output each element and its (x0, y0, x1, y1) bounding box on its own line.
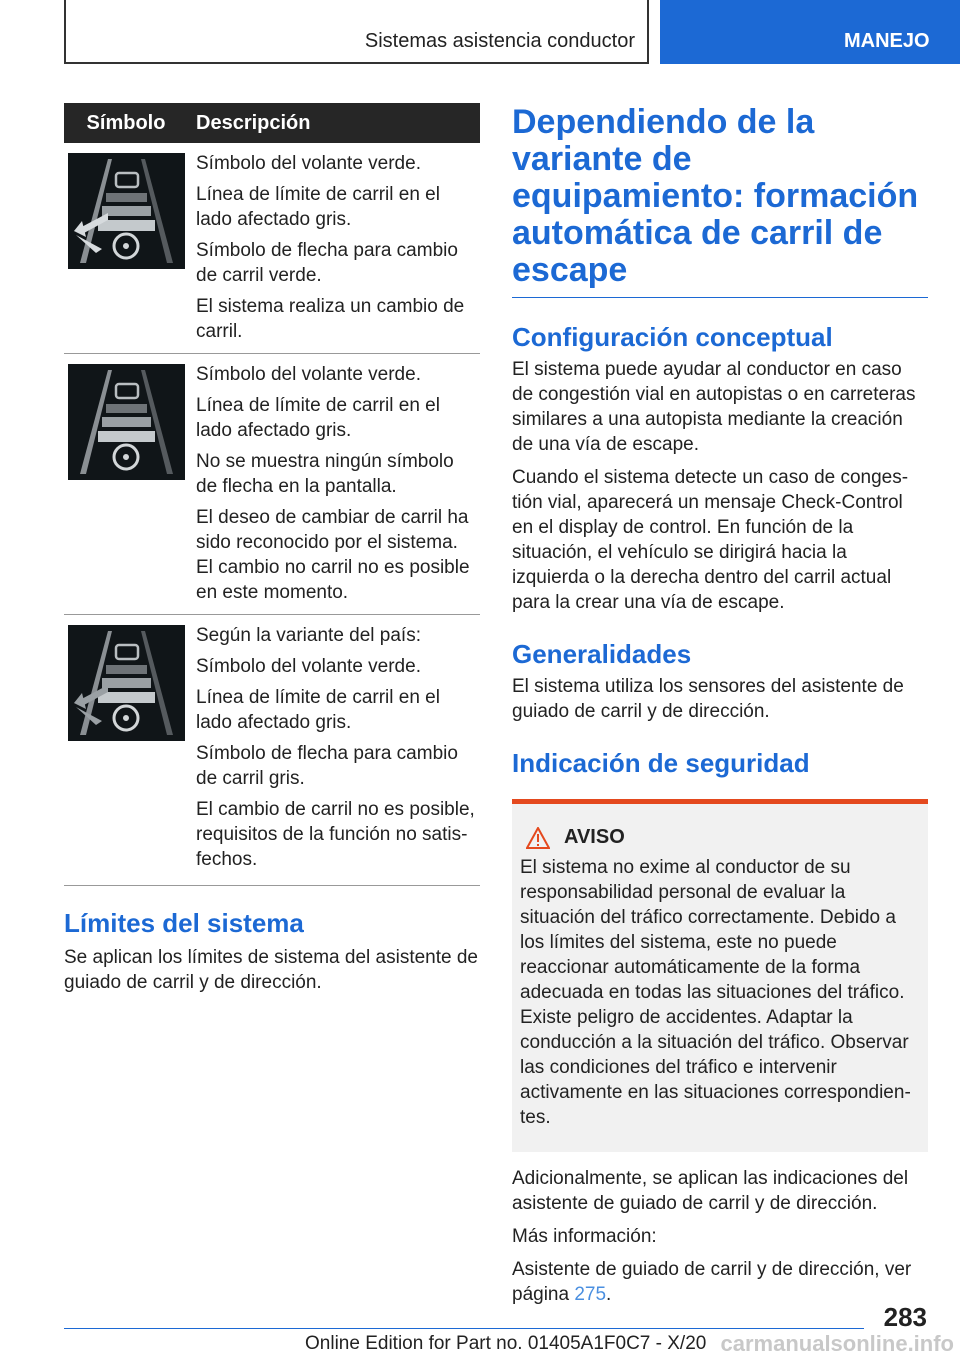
section-title: Dependiendo de la variante de equipamiento: formación automática de carril de escape (512, 104, 928, 298)
description-line: No se muestra ningún símbolo de flecha en la pantalla. (196, 451, 454, 497)
description-line: Línea de límite de carril en el lado afectado gris. (196, 687, 440, 733)
warning-text: El sistema no exime al conductor de su responsabilidad personal de evaluar la situación del tráfico correctamente. Debido a los límites del sistema, este no puede reaccionar automáticamente de la forma adecuada en todas las situaciones del tráfico. Existe peligro de accidentes. Adaptar la conducción a la situación del tráfico. Observar las condiciones del tráfico e intervenir activamente en las situaciones correspondientes. (520, 857, 911, 1128)
warning-label: AVISO (564, 826, 625, 848)
description-line: Línea de límite de carril en el lado afectado gris. (196, 184, 440, 230)
concept-paragraph-2: Cuando el sistema detecte un caso de congestión vial, aparecerá un mensaje Check-Control en el display de control. En función de la situación, el vehículo se dirigirá hacia la izquierda o la derecha dentro del carril actual para la crear una vía de escape. (512, 467, 909, 613)
reference-text: Asistente de guiado de carril y de dirección, ver página (512, 1259, 912, 1305)
edition-footer: Online Edition for Part no. 01405A1F0C7 - X/20 (305, 1333, 707, 1354)
description-line: Símbolo de flecha para cambio de carril gris. (196, 743, 458, 789)
description-line: Símbolo de flecha para cambio de carril verde. (196, 240, 458, 286)
table-row (64, 354, 480, 615)
description-line: El cambio de carril no es posible, requisitos de la función no satisfechos. (196, 799, 475, 870)
lane-change-left-arrow-icon (68, 153, 185, 269)
description-line: Símbolo del volante verde. (196, 153, 421, 174)
row-description (188, 354, 480, 614)
warning-box (512, 799, 928, 1152)
reference-period: . (606, 1284, 612, 1305)
row-description (188, 615, 480, 885)
concept-heading: Configuración conceptual (512, 322, 833, 352)
more-info-label: Más información: (512, 1226, 657, 1247)
limits-text: Se aplican los límites de sistema del asistente de guiado de carril y de dirección. (64, 947, 478, 993)
symbol-table (64, 103, 480, 886)
reference-paragraph (512, 1257, 928, 1307)
watermark: carmanualsonline.info (720, 1331, 954, 1356)
page-number: 283 (883, 1302, 927, 1332)
description-line: Según la variante del país: (196, 625, 421, 646)
additional-paragraph: Adicionalmente, se aplican las indicaciones del asistente de guiado de carril y de dirección. (512, 1168, 909, 1214)
table-row (64, 615, 480, 886)
row-description (188, 143, 480, 353)
lane-no-arrow-icon (68, 364, 185, 480)
description-line: Símbolo del volante verde. (196, 364, 421, 385)
chapter-title: Sistemas asistencia conductor (364, 30, 635, 52)
description-line: Símbolo del volante verde. (196, 656, 421, 677)
safety-heading: Indicación de seguridad (512, 748, 810, 778)
page-link[interactable]: 275 (574, 1284, 607, 1305)
description-line: Línea de límite de carril en el lado afectado gris. (196, 395, 440, 441)
limits-heading: Límites del sistema (64, 908, 304, 938)
general-heading: Generalidades (512, 639, 692, 669)
footer-divider (64, 1328, 864, 1329)
chapter-header (64, 0, 649, 64)
description-line: El sistema realiza un cambio de carril. (196, 296, 465, 342)
lane-change-grey-arrow-icon (68, 625, 185, 741)
limits-section (64, 908, 480, 995)
section-tab[interactable]: MANEJO (660, 0, 960, 64)
description-line: El deseo de cambiar de carril ha sido reconocido por el sistema. El cambio no carril no es posible en este momento. (196, 507, 470, 603)
column-header-description: Descripción (196, 111, 311, 134)
column-header-symbol: Símbolo (86, 111, 166, 134)
concept-paragraph-1: El sistema puede ayudar al conductor en caso de congestión vial en autopistas o en carreteras similares a una autopista mediante la creación de una vía de escape. (512, 359, 916, 455)
table-row (64, 143, 480, 354)
general-text: El sistema utiliza los sensores del asistente de guiado de carril y de dirección. (512, 676, 904, 722)
table-header (64, 103, 480, 143)
warning-triangle-icon (526, 827, 550, 849)
right-column (512, 104, 928, 1315)
